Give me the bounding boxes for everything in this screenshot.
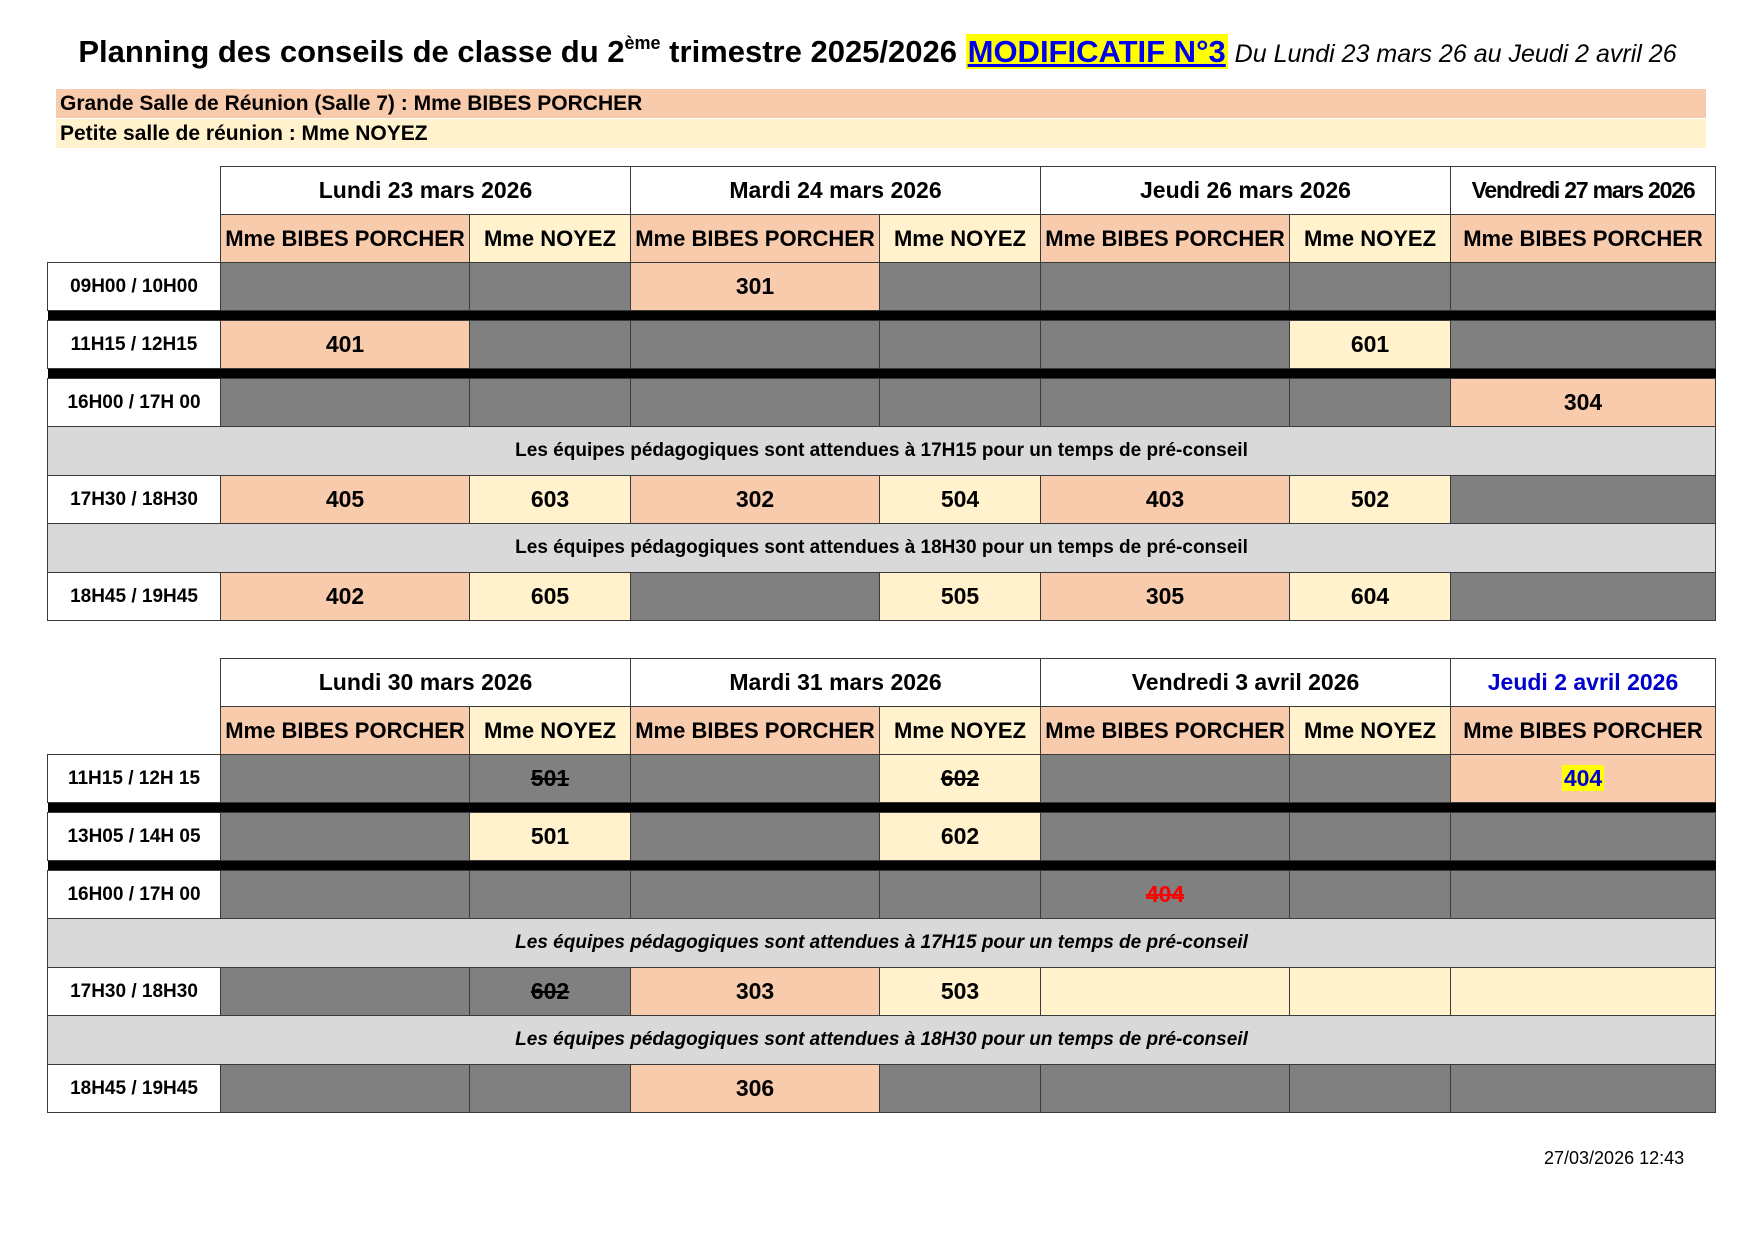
corner-blank: [48, 215, 221, 263]
staff-bibes: Mme BIBES PORCHER: [631, 707, 880, 755]
schedule-cell: [631, 573, 880, 621]
schedule-cell: [1451, 871, 1716, 919]
time-slot: 11H15 / 12H 15: [48, 755, 221, 803]
slot-row: [48, 871, 1716, 919]
schedule-cell: [1290, 813, 1451, 861]
schedule-cell: [1290, 379, 1451, 427]
day-header: Jeudi 2 avril 2026: [1451, 659, 1716, 707]
schedule-cell: [631, 813, 880, 861]
schedule-cell: 501: [470, 813, 631, 861]
staff-header-row: [48, 215, 1716, 263]
schedule-cell: [880, 321, 1041, 369]
schedule-cell: [1041, 1065, 1290, 1113]
day-header: Vendredi 3 avril 2026: [1041, 659, 1451, 707]
day-header-row: [48, 659, 1716, 707]
staff-noyez: Mme NOYEZ: [1290, 707, 1451, 755]
slot-row: [48, 379, 1716, 427]
date-range: Du Lundi 23 mars 26 au Jeudi 2 avril 26: [1227, 40, 1677, 68]
day-header-row: [48, 167, 1716, 215]
schedule-cell: [880, 263, 1041, 311]
slot-row: [48, 813, 1716, 861]
legend-grande-salle: Grande Salle de Réunion (Salle 7) : Mme BIBES PORCHER: [56, 89, 1706, 118]
pre-conseil-note: Les équipes pédagogiques sont attendues à 18H30 pour un temps de pré-conseil: [48, 1016, 1716, 1065]
staff-noyez: Mme NOYEZ: [470, 707, 631, 755]
time-slot: 18H45 / 19H45: [48, 573, 221, 621]
schedule-cell: [221, 1065, 470, 1113]
schedule-cell: [1451, 755, 1716, 803]
schedule-cell: 605: [470, 573, 631, 621]
schedule-cell: [1290, 755, 1451, 803]
schedule-cell: [470, 755, 631, 803]
schedule-cell: [880, 1065, 1041, 1113]
schedule-cell: [1451, 1065, 1716, 1113]
cancelled-class: 501: [530, 765, 570, 791]
schedule-cell: [631, 755, 880, 803]
schedule-cell: [470, 263, 631, 311]
slot-row: [48, 755, 1716, 803]
schedule-cell: [1290, 1065, 1451, 1113]
added-class: 404: [1563, 765, 1603, 791]
title-middle: trimestre 2025/2026: [660, 34, 966, 69]
staff-noyez: Mme NOYEZ: [470, 215, 631, 263]
cancelled-class: 602: [530, 978, 570, 1004]
pre-conseil-note-row: [48, 524, 1716, 573]
staff-bibes: Mme BIBES PORCHER: [1451, 215, 1716, 263]
schedule-cell: [1451, 476, 1716, 524]
schedule-cell: [1451, 968, 1716, 1016]
staff-bibes: Mme BIBES PORCHER: [221, 215, 470, 263]
schedule-cell: [1290, 968, 1451, 1016]
schedule-cell: 502: [1290, 476, 1451, 524]
separator-row: [48, 369, 1716, 379]
slot-row: [48, 573, 1716, 621]
slot-row: [48, 1065, 1716, 1113]
staff-bibes: Mme BIBES PORCHER: [1041, 707, 1290, 755]
schedule-cell: [1451, 321, 1716, 369]
schedule-cell: [470, 321, 631, 369]
time-slot: 17H30 / 18H30: [48, 968, 221, 1016]
staff-bibes: Mme BIBES PORCHER: [221, 707, 470, 755]
title-superscript: ème: [624, 33, 661, 53]
corner-blank: [48, 659, 221, 707]
staff-noyez: Mme NOYEZ: [880, 707, 1041, 755]
pre-conseil-note: Les équipes pédagogiques sont attendues à 18H30 pour un temps de pré-conseil: [48, 524, 1716, 573]
separator-row: [48, 311, 1716, 321]
staff-header-row: [48, 707, 1716, 755]
corner-blank: [48, 707, 221, 755]
schedule-cell: 403: [1041, 476, 1290, 524]
schedule-cell: [1041, 379, 1290, 427]
cancelled-class: 404: [1145, 881, 1185, 907]
pre-conseil-note: Les équipes pédagogiques sont attendues à 17H15 pour un temps de pré-conseil: [48, 427, 1716, 476]
time-slot: 09H00 / 10H00: [48, 263, 221, 311]
staff-bibes: Mme BIBES PORCHER: [631, 215, 880, 263]
schedule-cell: [880, 871, 1041, 919]
staff-bibes: Mme BIBES PORCHER: [1451, 707, 1716, 755]
schedule-cell: [1041, 755, 1290, 803]
page-title: [0, 34, 1755, 70]
schedule-cell: [221, 755, 470, 803]
slot-row: [48, 968, 1716, 1016]
print-timestamp: 27/03/2026 12:43: [1544, 1148, 1685, 1168]
schedule-cell: [221, 968, 470, 1016]
schedule-cell: [1451, 263, 1716, 311]
schedule-cell: 401: [221, 321, 470, 369]
separator-row: [48, 861, 1716, 871]
title-start: Planning des conseils de classe du 2: [78, 34, 625, 69]
schedule-cell: 601: [1290, 321, 1451, 369]
schedule-week-2: [47, 658, 1716, 1113]
schedule-cell: [1041, 813, 1290, 861]
schedule-cell: [1041, 968, 1290, 1016]
day-header: Mardi 31 mars 2026: [631, 659, 1041, 707]
schedule-cell: [1041, 263, 1290, 311]
schedule-cell: [631, 379, 880, 427]
pre-conseil-note-row: [48, 919, 1716, 968]
schedule-cell: [631, 321, 880, 369]
separator-row: [48, 803, 1716, 813]
time-slot: 11H15 / 12H15: [48, 321, 221, 369]
schedule-cell: 505: [880, 573, 1041, 621]
day-header: Jeudi 26 mars 2026: [1041, 167, 1451, 215]
separator-bar: [48, 369, 1716, 379]
slot-row: [48, 321, 1716, 369]
schedule-cell: [631, 871, 880, 919]
schedule-cell: [221, 813, 470, 861]
schedule-cell: [470, 379, 631, 427]
schedule-cell: 405: [221, 476, 470, 524]
separator-bar: [48, 861, 1716, 871]
schedule-cell: 305: [1041, 573, 1290, 621]
pre-conseil-note-row: [48, 427, 1716, 476]
schedule-cell: [470, 968, 631, 1016]
schedule-cell: 402: [221, 573, 470, 621]
schedule-cell: [1290, 263, 1451, 311]
schedule-cell: [1041, 871, 1290, 919]
schedule-cell: [470, 871, 631, 919]
schedule-cell: [221, 871, 470, 919]
schedule-cell: [221, 379, 470, 427]
staff-noyez: Mme NOYEZ: [880, 215, 1041, 263]
corner-blank: [48, 167, 221, 215]
time-slot: 17H30 / 18H30: [48, 476, 221, 524]
time-slot: 18H45 / 19H45: [48, 1065, 221, 1113]
slot-row: [48, 263, 1716, 311]
slot-row: [48, 476, 1716, 524]
time-slot: 16H00 / 17H 00: [48, 871, 221, 919]
day-header: Vendredi 27 mars 2026: [1451, 167, 1716, 215]
separator-bar: [48, 803, 1716, 813]
schedule-cell: 304: [1451, 379, 1716, 427]
schedule-cell: 306: [631, 1065, 880, 1113]
legend-petite-salle: Petite salle de réunion : Mme NOYEZ: [56, 119, 1706, 148]
separator-bar: [48, 311, 1716, 321]
day-header: Mardi 24 mars 2026: [631, 167, 1041, 215]
schedule-cell: 302: [631, 476, 880, 524]
staff-bibes: Mme BIBES PORCHER: [1041, 215, 1290, 263]
schedule-cell: 503: [880, 968, 1041, 1016]
schedule-cell: [221, 263, 470, 311]
staff-noyez: Mme NOYEZ: [1290, 215, 1451, 263]
schedule-cell: [880, 379, 1041, 427]
schedule-cell: [1451, 813, 1716, 861]
schedule-cell: [470, 1065, 631, 1113]
time-slot: 16H00 / 17H 00: [48, 379, 221, 427]
pre-conseil-note: Les équipes pédagogiques sont attendues à 17H15 pour un temps de pré-conseil: [48, 919, 1716, 968]
schedule-cell: 603: [470, 476, 631, 524]
day-header: Lundi 30 mars 2026: [221, 659, 631, 707]
pre-conseil-note-row: [48, 1016, 1716, 1065]
schedule-cell: 301: [631, 263, 880, 311]
time-slot: 13H05 / 14H 05: [48, 813, 221, 861]
schedule-cell: [1041, 321, 1290, 369]
schedule-cell: [880, 755, 1041, 803]
schedule-cell: 604: [1290, 573, 1451, 621]
cancelled-class: 602: [940, 765, 980, 791]
schedule-cell: 504: [880, 476, 1041, 524]
schedule-cell: [1451, 573, 1716, 621]
schedule-cell: [1290, 871, 1451, 919]
day-header: Lundi 23 mars 2026: [221, 167, 631, 215]
schedule-week-1: [47, 166, 1716, 621]
schedule-cell: 303: [631, 968, 880, 1016]
schedule-cell: 602: [880, 813, 1041, 861]
modificatif-badge: MODIFICATIF N°3: [967, 34, 1226, 69]
